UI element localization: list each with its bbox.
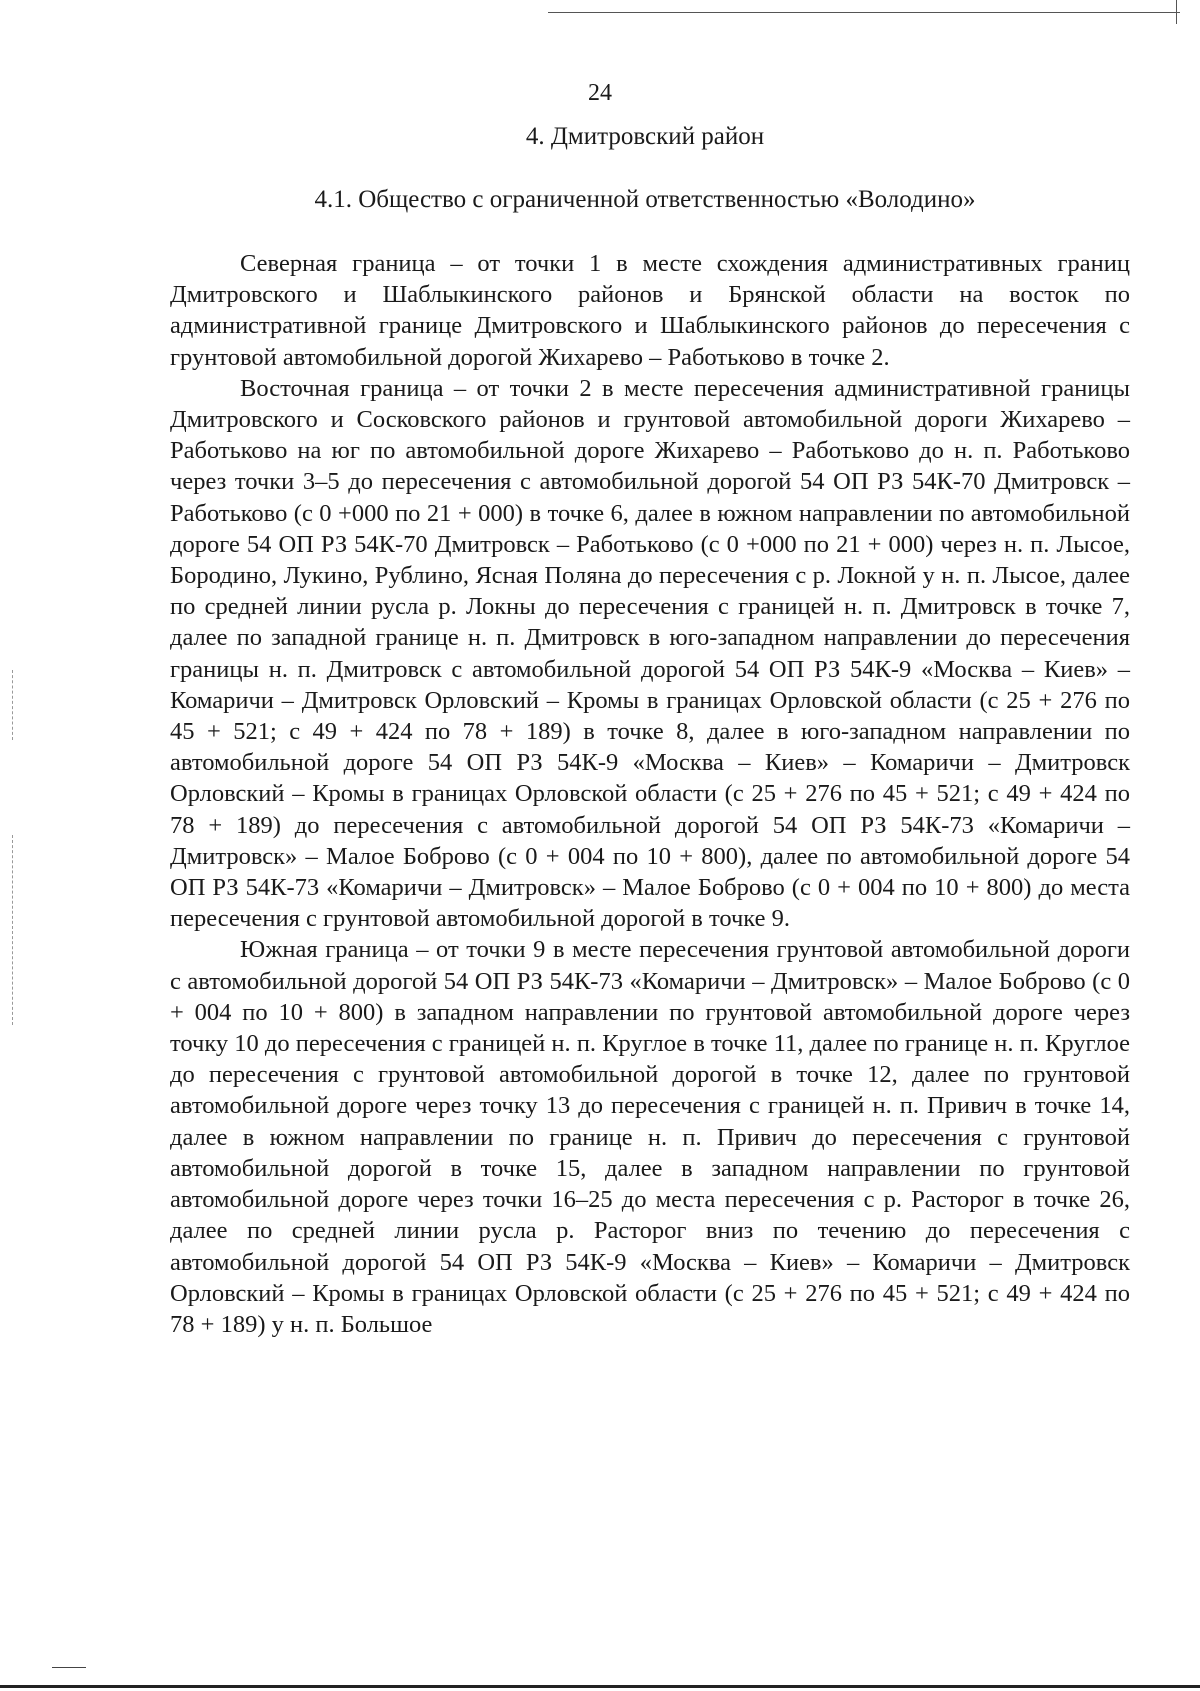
scan-bottom-mark	[52, 1667, 86, 1668]
paragraph-south-boundary: Южная граница – от точки 9 в месте пересечения грунтовой автомобильной дороги с автомобильной дорогой 54 ОП РЗ 54К-73 «Комаричи – Дмитровск» – Малое Боброво (с 0 + 004 по 10 + 800) в западном направлении по грунтовой автомобильной дороге через точку 10 до пересечения с границей н. п. Круглое в точке 11, далее по границе н. п. Круглое до пересечения с грунтовой автомобильной дорогой в точке 12, далее по грунтовой автомобильной дороге через точку 13 до пересечения с границей н. п. Привич в точке 14, далее в южном направлении по границе н. п. Привич до пересечения с грунтовой автомобильной дорогой в точке 15, далее в западном направлении по грунтовой автомобильной дороге через точки 16–25 до места пересечения с р. Расторог в точке 26, далее по средней линии русла р. Расторог вниз по течению до пересечения с автомобильной дорогой 54 ОП РЗ 54К-9 «Москва – Киев» – Комаричи – Дмитровск Орловский – Кромы в границах Орловской области (с 25 + 276 по 45 + 521; с 49 + 424 по 78 + 189) у н. п. Большое	[170, 936, 1130, 1338]
page-number: 24	[588, 80, 612, 106]
scan-bottom-rule	[0, 1685, 1200, 1688]
scan-margin-artifact	[12, 670, 14, 740]
section-title: 4. Дмитровский район	[525, 123, 765, 150]
document-body	[170, 248, 1130, 1340]
subsection-title: 4.1. Общество с ограниченной ответственностью «Володино»	[314, 186, 976, 213]
paragraph-north-boundary: Северная граница – от точки 1 в месте схождения административных границ Дмитровского и Шаблыкинского районов и Брянской области на восток по административной границе Дмитровского и Шаблыкинского районов до пересечения с грунтовой автомобильной дорогой Жихарево – Работьково в точке 2.	[170, 250, 1130, 371]
scan-edge-mark	[1176, 0, 1177, 24]
paragraph-east-boundary: Восточная граница – от точки 2 в месте пересечения административной границы Дмитровского и Сосковского районов и грунтовой автомобильной дороги Жихарево – Работьково на юг по автомобильной дороге Жихарево – Работьково до н. п. Работьково через точки 3–5 до пересечения с автомобильной дорогой 54 ОП РЗ 54К-70 Дмитровск – Работьково (с 0 +000 по 21 + 000) в точке 6, далее в южном направлении по автомобильной дороге 54 ОП РЗ 54К-70 Дмитровск – Работьково (с 0 +000 по 21 + 000) через н. п. Лысое, Бородино, Лукино, Рублино, Ясная Поляна до пересечения с р. Локной у н. п. Лысое, далее по средней линии русла р. Локны до пересечения с границей н. п. Дмитровск в точке 7, далее по западной границе н. п. Дмитровск в юго-западном направлении до пересечения границы н. п. Дмитровск с автомобильной дорогой 54 ОП РЗ 54К-9 «Москва – Киев» – Комаричи – Дмитровск Орловский – Кромы в границах Орловской области (с 25 + 276 по 45 + 521; с 49 + 424 по 78 + 189) в точке 8, далее в юго-западном направлении по автомобильной дороге 54 ОП РЗ 54К-9 «Москва – Киев» – Комаричи – Дмитровск Орловский – Кромы в границах Орловской области (с 25 + 276 по 45 + 521; с 49 + 424 по 78 + 189) до пересечения с автомобильной дорогой 54 ОП РЗ 54К-73 «Комаричи – Дмитровск» – Малое Боброво (с 0 + 004 по 10 + 800), далее по автомобильной дороге 54 ОП РЗ 54К-73 «Комаричи – Дмитровск» – Малое Боброво (с 0 + 004 по 10 + 800) до места пересечения с грунтовой автомобильной дорогой в точке 9.	[170, 374, 1130, 933]
scan-margin-artifact	[12, 835, 14, 1025]
scan-top-rule	[548, 12, 1180, 13]
